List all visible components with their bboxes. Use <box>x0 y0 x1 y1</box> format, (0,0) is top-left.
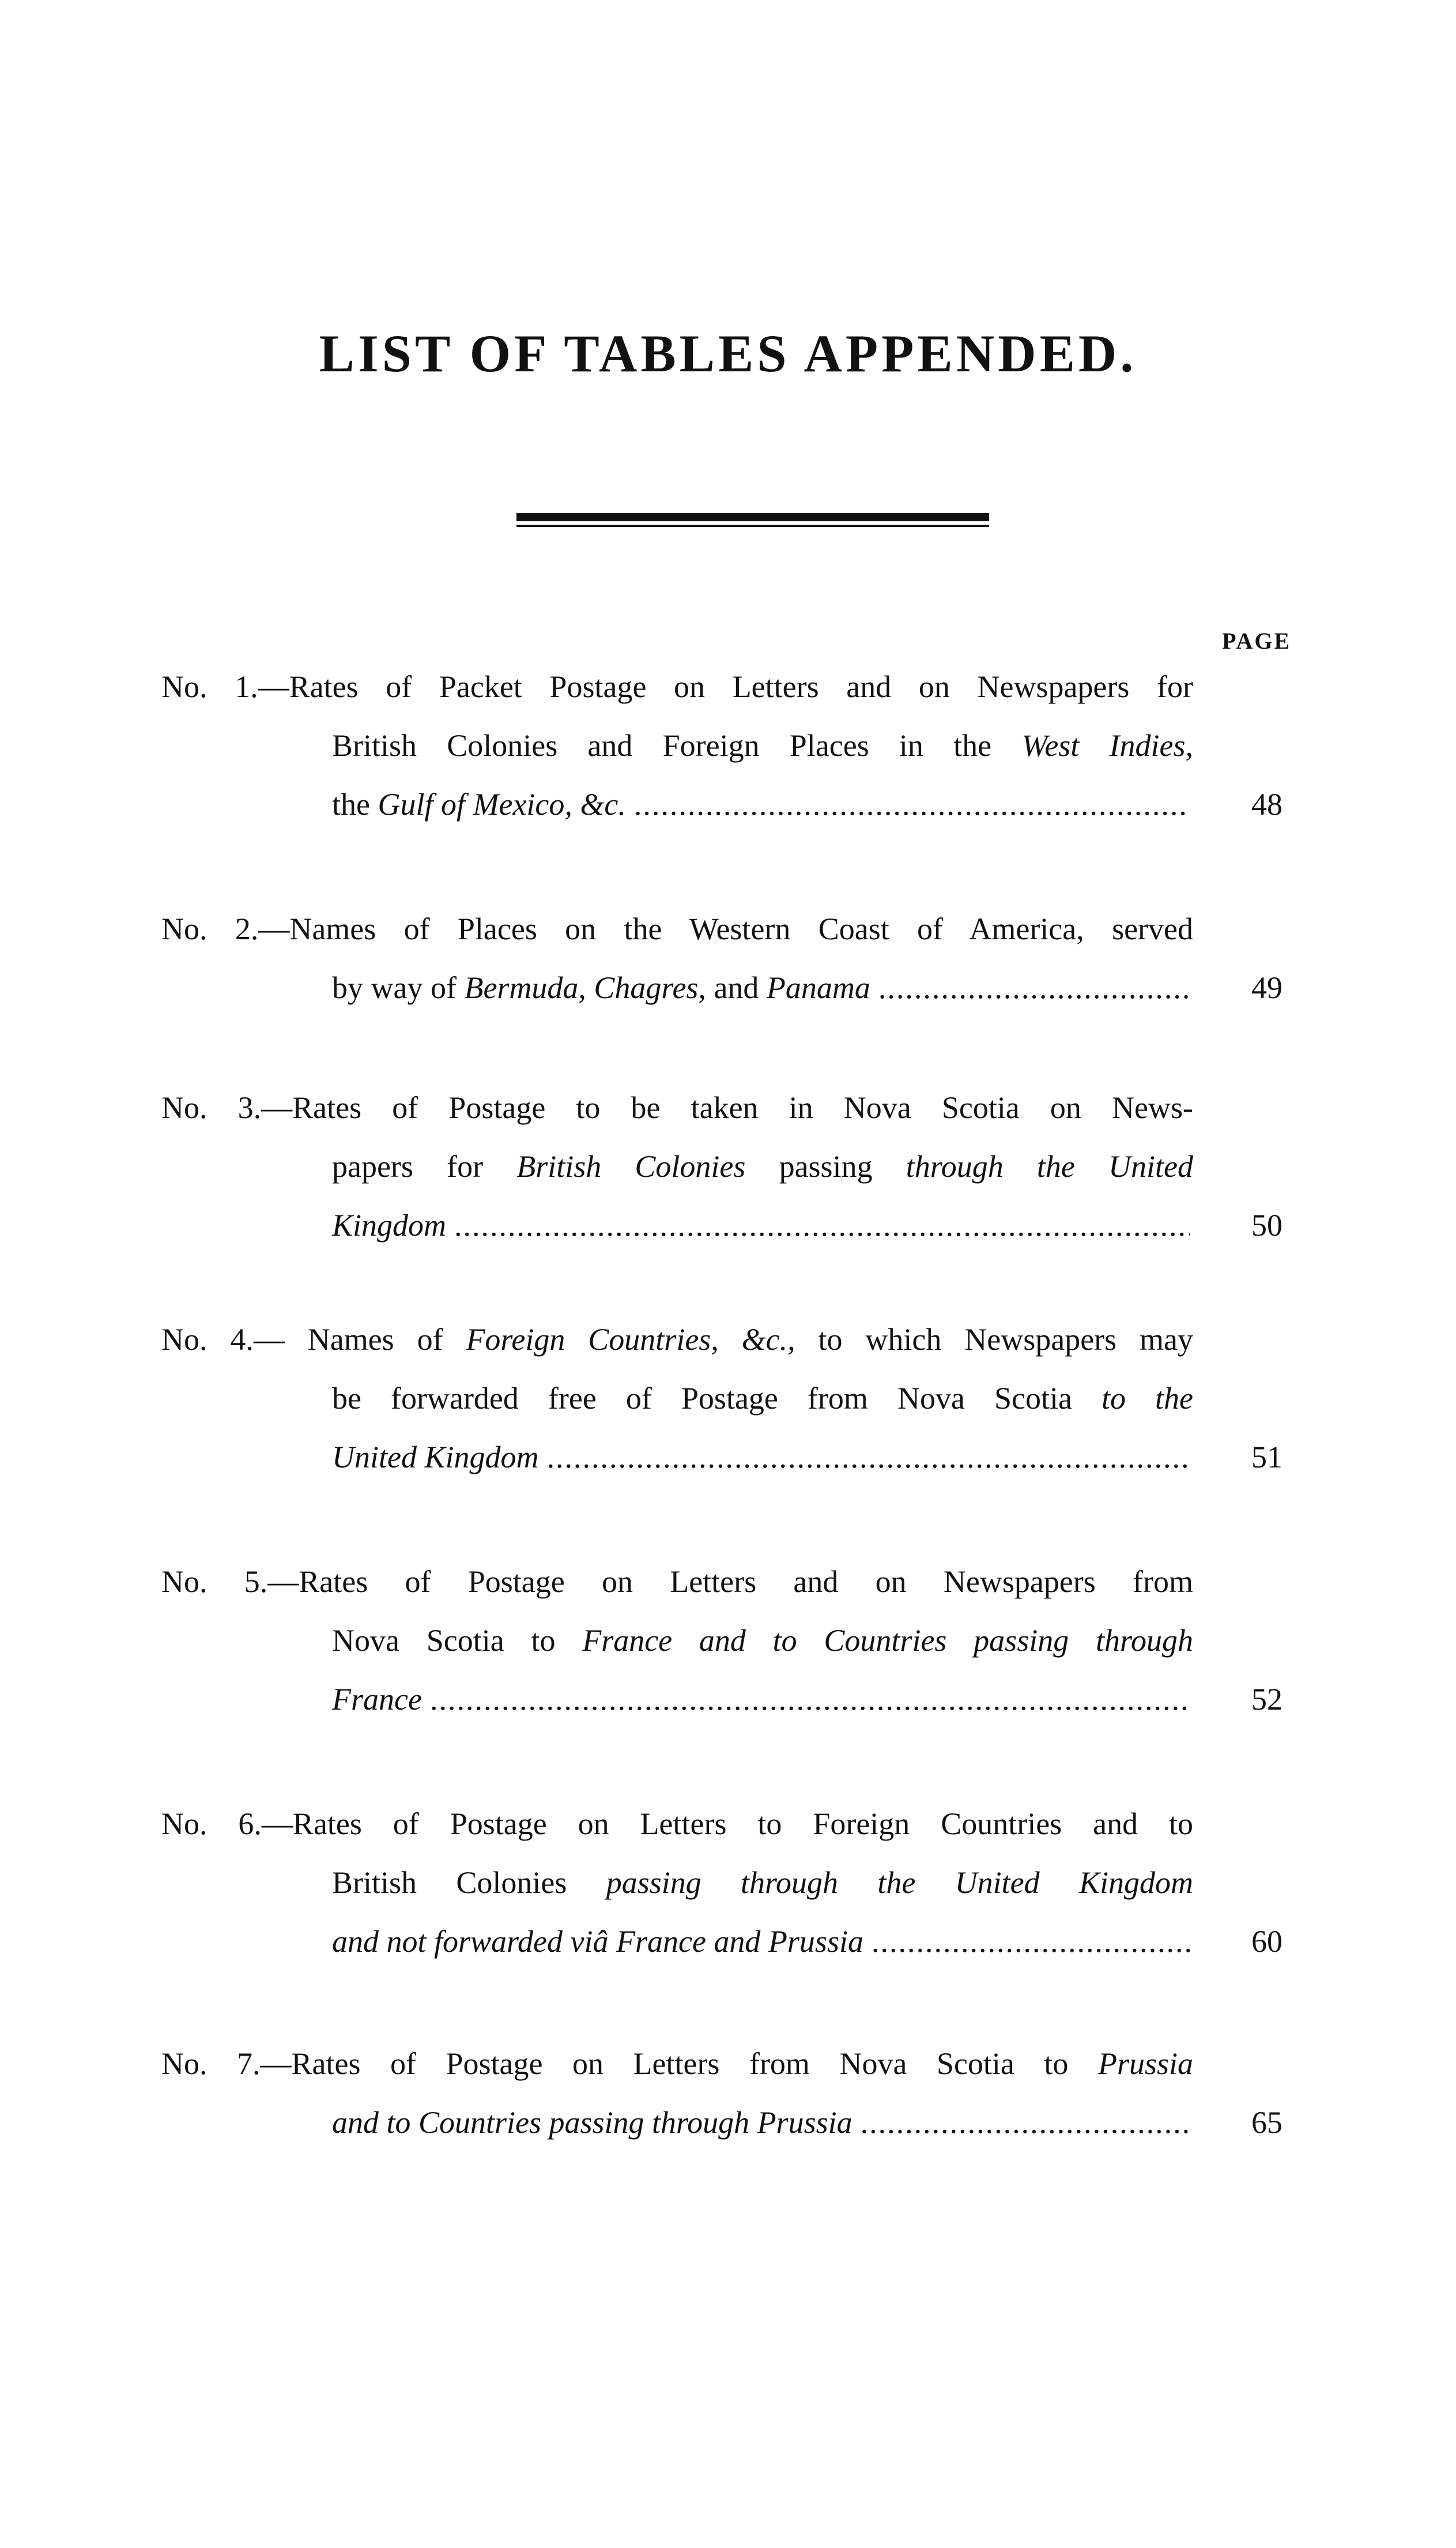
entry-text: —Names of Places on the Western Coast of America, served <box>258 912 1193 946</box>
entry-line <box>161 1853 1193 1912</box>
entry-text: Kingdom <box>332 1208 447 1243</box>
entry-page-number: 65 <box>1251 2105 1283 2140</box>
entry-number: No. 4. <box>161 1322 254 1357</box>
entry-text-italic: Foreign Countries, &c., <box>466 1322 795 1357</box>
entry-number: No. 3. <box>161 1090 262 1125</box>
entry-text-italic: British Colonies <box>516 1149 746 1184</box>
entry-text: — Names of <box>253 1322 466 1357</box>
table-entry-6 <box>161 1794 1314 1971</box>
entry-line <box>161 1794 1193 1853</box>
entry-number: No. 7. <box>161 2046 261 2081</box>
entry-line <box>161 1137 1193 1196</box>
table-entry-7 <box>161 2034 1314 2152</box>
entry-line <box>161 1078 1193 1137</box>
page-title: LIST OF TABLES APPENDED. <box>319 324 1137 383</box>
table-entry-1 <box>161 657 1314 834</box>
entry-text: be forwarded free of Postage from Nova Scotia <box>332 1381 1102 1416</box>
entry-page-number: 50 <box>1251 1208 1283 1243</box>
entry-text: —Rates of Postage to be taken in Nova Scotia on News- <box>261 1090 1193 1125</box>
entry-page-number: 52 <box>1251 1682 1283 1717</box>
entry-last-line <box>161 2093 1314 2152</box>
entry-text: papers for <box>332 1149 517 1184</box>
entry-line <box>161 1369 1193 1428</box>
entry-line <box>161 2034 1193 2093</box>
entry-line <box>161 1552 1193 1611</box>
rule-thick-line <box>516 513 989 521</box>
entry-text: passing <box>745 1149 906 1184</box>
entry-page-number: 49 <box>1251 970 1283 1005</box>
table-entry-2 <box>161 899 1314 1017</box>
entry-text-italic: Prussia <box>1097 2046 1193 2081</box>
entry-number: No. 6. <box>161 1806 262 1841</box>
entry-text: Nova Scotia to <box>332 1623 583 1658</box>
entry-text: —Rates of Packet Postage on Letters and on Newspapers for <box>258 669 1193 704</box>
entry-last-line <box>161 1670 1314 1729</box>
entry-page-number: 51 <box>1251 1440 1283 1474</box>
entry-number: No. 5. <box>161 1564 268 1599</box>
entry-text: and not forwarded viâ France and Prussia <box>332 1924 863 1959</box>
entry-text: —Rates of Postage on Letters to Foreign Countries and to <box>261 1806 1193 1841</box>
entry-text: British Colonies and Foreign Places in the <box>332 728 1022 763</box>
entry-text-italic: through the United <box>906 1149 1193 1184</box>
leader-dots <box>454 1196 1190 1255</box>
leader-dots <box>430 1670 1190 1729</box>
entry-page-number: 60 <box>1251 1924 1283 1959</box>
leader-dots <box>878 958 1190 1017</box>
entry-text: the Gulf of Mexico, &c. <box>332 787 626 822</box>
entry-text: British Colonies <box>332 1865 606 1900</box>
table-entry-3 <box>161 1078 1314 1255</box>
leader-dots <box>547 1428 1190 1486</box>
entry-line <box>161 899 1193 958</box>
entry-last-line <box>161 1428 1314 1486</box>
entry-line <box>161 657 1193 716</box>
entry-text: —Rates of Postage on Letters from Nova Scotia to <box>260 2046 1098 2081</box>
page-column-label: PAGE <box>1222 628 1292 654</box>
leader-dots <box>861 2093 1190 2152</box>
table-entry-5 <box>161 1552 1314 1729</box>
entry-text-italic: West Indies, <box>1021 728 1193 763</box>
entry-text: France <box>332 1682 422 1717</box>
entry-text: to which Newspapers may <box>795 1322 1193 1357</box>
title-double-rule <box>516 513 989 529</box>
leader-dots <box>634 775 1190 834</box>
entry-last-line <box>161 775 1314 834</box>
table-entry-4 <box>161 1310 1314 1486</box>
entry-number: No. 2. <box>161 912 259 946</box>
rule-thin-line <box>516 525 989 527</box>
entry-text: United Kingdom <box>332 1440 539 1474</box>
entry-last-line <box>161 1196 1314 1255</box>
entry-line <box>161 1611 1193 1670</box>
entry-number: No. 1. <box>161 669 258 704</box>
entry-text-italic: to the <box>1101 1381 1193 1416</box>
entry-text: —Rates of Postage on Letters and on Newspapers from <box>267 1564 1193 1599</box>
entry-last-line <box>161 1912 1314 1971</box>
entry-text: by way of Bermuda, Chagres, and Panama <box>332 970 870 1005</box>
entry-text: and to Countries passing through Prussia <box>332 2105 853 2140</box>
entry-text-italic: passing through the United Kingdom <box>606 1865 1193 1900</box>
leader-dots <box>872 1912 1190 1971</box>
entry-line <box>161 1310 1193 1369</box>
entry-text-italic: France and to Countries passing through <box>582 1623 1193 1658</box>
entry-last-line <box>161 958 1314 1017</box>
entry-page-number: 48 <box>1251 787 1283 822</box>
entry-line <box>161 716 1193 775</box>
